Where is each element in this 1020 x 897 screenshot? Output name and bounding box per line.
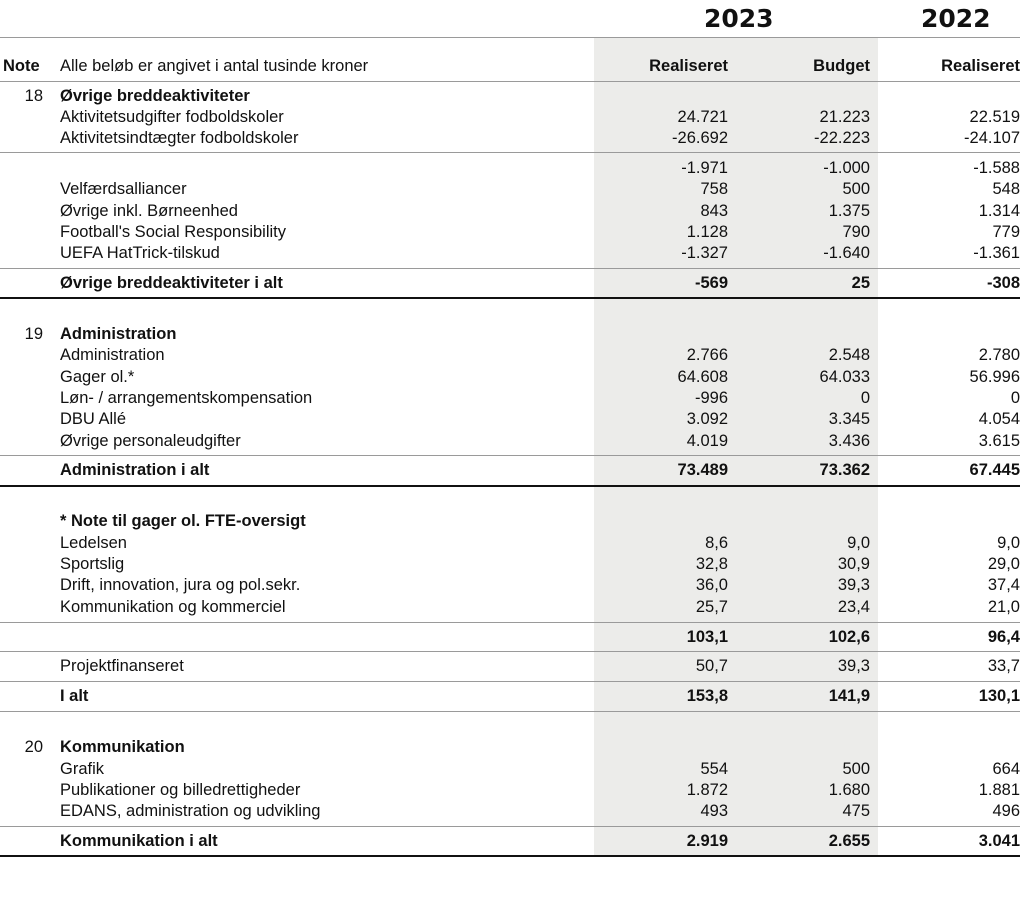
divider (0, 268, 1020, 269)
value-realiseret-2023: 8,6 (705, 534, 728, 552)
value-realiseret-2022: 664 (992, 760, 1020, 778)
value-realiseret-2022: -24.107 (964, 129, 1020, 147)
value-budget-2023: 23,4 (837, 598, 870, 616)
total-row (0, 273, 1020, 294)
total-row (0, 831, 1020, 852)
value-budget-2023: 3.436 (828, 432, 870, 450)
note-number: 20 (24, 738, 43, 756)
note-number: 18 (24, 87, 43, 105)
value-budget-2023: 2.548 (828, 346, 870, 364)
note-number: 19 (24, 325, 43, 343)
value-realiseret-2022: 1.314 (978, 202, 1020, 220)
value-budget-2023: 102,6 (828, 628, 870, 646)
year-2023: 2023 (704, 4, 774, 33)
row-label: Administration (60, 346, 165, 364)
value-budget-2023: 1.375 (828, 202, 870, 220)
value-budget-2023: -1.000 (823, 159, 870, 177)
table-row (0, 409, 1020, 430)
total-label: I alt (60, 687, 89, 705)
value-realiseret-2023: 758 (700, 180, 728, 198)
value-realiseret-2023: 73.489 (677, 461, 728, 479)
divider (0, 81, 1020, 82)
row-label: EDANS, administration og udvikling (60, 802, 321, 820)
value-realiseret-2023: 2.919 (686, 832, 728, 850)
table-row (0, 575, 1020, 596)
value-budget-2023: 500 (842, 760, 870, 778)
total-label: Øvrige breddeaktiviteter i alt (60, 274, 283, 292)
description-header: Alle beløb er angivet i antal tusinde kroner (60, 57, 369, 75)
value-realiseret-2023: 64.608 (677, 368, 728, 386)
value-budget-2023: 1.680 (828, 781, 870, 799)
value-realiseret-2022: 3.041 (978, 832, 1020, 850)
value-realiseret-2023: 25,7 (695, 598, 728, 616)
note-header: Note (3, 57, 40, 75)
value-realiseret-2022: 3.615 (978, 432, 1020, 450)
value-realiseret-2023: -1.327 (681, 244, 728, 262)
section-heading (0, 86, 1020, 107)
row-label: Gager ol.* (60, 368, 135, 386)
total-label: Kommunikation i alt (60, 832, 218, 850)
value-realiseret-2023: -996 (694, 389, 728, 407)
value-realiseret-2022: 33,7 (987, 657, 1020, 675)
table-row (0, 801, 1020, 822)
value-realiseret-2023: 36,0 (695, 576, 728, 594)
col-realiseret-2022-header: Realiseret (941, 57, 1020, 75)
subtotal-row (0, 158, 1020, 179)
value-realiseret-2022: 96,4 (987, 628, 1020, 646)
value-realiseret-2022: 548 (992, 180, 1020, 198)
table-row (0, 597, 1020, 618)
row-label: Publikationer og billedrettigheder (60, 781, 301, 799)
value-realiseret-2022: 29,0 (987, 555, 1020, 573)
value-realiseret-2022: 0 (1010, 389, 1020, 407)
row-label: Football's Social Responsibility (60, 223, 287, 241)
year-header (0, 0, 1020, 38)
row-label: Kommunikation og kommerciel (60, 598, 286, 616)
row-label: Velfærdsalliancer (60, 180, 187, 198)
col-realiseret-2023-header: Realiseret (649, 57, 728, 75)
value-budget-2023: -22.223 (814, 129, 870, 147)
subtotal-row (0, 627, 1020, 648)
value-realiseret-2023: -1.971 (681, 159, 728, 177)
value-realiseret-2022: 9,0 (997, 534, 1020, 552)
value-realiseret-2023: 493 (700, 802, 728, 820)
value-budget-2023: 30,9 (837, 555, 870, 573)
value-realiseret-2022: 2.780 (978, 346, 1020, 364)
section-title: Øvrige breddeaktiviteter (60, 87, 250, 105)
value-budget-2023: 2.655 (828, 832, 870, 850)
table-row (0, 345, 1020, 366)
divider (0, 455, 1020, 456)
table-row (0, 179, 1020, 200)
table-row (0, 780, 1020, 801)
section-end-rule (0, 485, 1020, 487)
divider (0, 651, 1020, 652)
section-title: * Note til gager ol. FTE-oversigt (60, 512, 306, 530)
value-realiseret-2023: -26.692 (672, 129, 728, 147)
table-row (0, 107, 1020, 128)
value-realiseret-2023: 153,8 (686, 687, 728, 705)
value-realiseret-2022: 21,0 (987, 598, 1020, 616)
value-realiseret-2023: 1.872 (686, 781, 728, 799)
value-budget-2023: 64.033 (819, 368, 870, 386)
row-label: Øvrige personaleudgifter (60, 432, 241, 450)
table-row (0, 388, 1020, 409)
divider (0, 622, 1020, 623)
section-title: Administration (60, 325, 177, 343)
value-realiseret-2022: 67.445 (969, 461, 1020, 479)
value-budget-2023: 39,3 (837, 657, 870, 675)
value-realiseret-2023: 103,1 (686, 628, 728, 646)
table-row (0, 656, 1020, 677)
value-realiseret-2022: 37,4 (987, 576, 1020, 594)
section-heading (0, 511, 1020, 532)
row-label: Grafik (60, 760, 105, 778)
total-label: Administration i alt (60, 461, 210, 479)
value-realiseret-2023: 32,8 (695, 555, 728, 573)
table-row (0, 431, 1020, 452)
value-realiseret-2023: 843 (700, 202, 728, 220)
divider (0, 37, 1020, 38)
section-title: Kommunikation (60, 738, 185, 756)
section-end-rule (0, 855, 1020, 857)
value-budget-2023: -1.640 (823, 244, 870, 262)
value-budget-2023: 475 (842, 802, 870, 820)
value-realiseret-2023: 2.766 (686, 346, 728, 364)
row-label: Drift, innovation, jura og pol.sekr. (60, 576, 301, 594)
divider (0, 711, 1020, 712)
value-realiseret-2023: 1.128 (686, 223, 728, 241)
row-label: Løn- / arrangementskompensation (60, 389, 313, 407)
row-label: Ledelsen (60, 534, 127, 552)
value-realiseret-2022: 4.054 (978, 410, 1020, 428)
value-realiseret-2022: -308 (986, 274, 1020, 292)
section-heading (0, 324, 1020, 345)
total-row (0, 460, 1020, 481)
value-realiseret-2023: 24.721 (677, 108, 728, 126)
table-row (0, 533, 1020, 554)
value-budget-2023: 21.223 (819, 108, 870, 126)
value-budget-2023: 39,3 (837, 576, 870, 594)
table-row (0, 243, 1020, 264)
table-row (0, 222, 1020, 243)
value-budget-2023: 3.345 (828, 410, 870, 428)
value-realiseret-2022: 1.881 (978, 781, 1020, 799)
value-realiseret-2023: 4.019 (686, 432, 728, 450)
column-header-row (0, 56, 1020, 77)
divider (0, 681, 1020, 682)
value-realiseret-2023: -569 (694, 274, 728, 292)
value-realiseret-2023: 50,7 (695, 657, 728, 675)
value-realiseret-2022: 779 (992, 223, 1020, 241)
row-label: Aktivitetsudgifter fodboldskoler (60, 108, 284, 126)
table-row (0, 201, 1020, 222)
value-budget-2023: 9,0 (847, 534, 870, 552)
value-realiseret-2023: 3.092 (686, 410, 728, 428)
value-realiseret-2022: -1.588 (973, 159, 1020, 177)
col-budget-2023-header: Budget (813, 57, 870, 75)
value-budget-2023: 500 (842, 180, 870, 198)
row-label: Aktivitetsindtægter fodboldskoler (60, 129, 299, 147)
table-row (0, 128, 1020, 149)
table-row (0, 554, 1020, 575)
value-realiseret-2022: 56.996 (969, 368, 1020, 386)
section-heading (0, 737, 1020, 758)
row-label: Sportslig (60, 555, 125, 573)
divider (0, 152, 1020, 153)
value-realiseret-2022: 22.519 (969, 108, 1020, 126)
total-row (0, 686, 1020, 707)
value-budget-2023: 25 (851, 274, 870, 292)
year-2022: 2022 (921, 4, 991, 33)
row-label: DBU Allé (60, 410, 127, 428)
row-label: Projektfinanseret (60, 657, 184, 675)
row-label: UEFA HatTrick-tilskud (60, 244, 220, 262)
value-budget-2023: 0 (860, 389, 870, 407)
value-budget-2023: 73.362 (819, 461, 870, 479)
table-row (0, 759, 1020, 780)
value-budget-2023: 141,9 (828, 687, 870, 705)
value-realiseret-2022: 496 (992, 802, 1020, 820)
value-realiseret-2022: 130,1 (978, 687, 1020, 705)
row-label: Øvrige inkl. Børneenhed (60, 202, 238, 220)
section-end-rule (0, 297, 1020, 299)
value-budget-2023: 790 (842, 223, 870, 241)
table-row (0, 367, 1020, 388)
value-realiseret-2022: -1.361 (973, 244, 1020, 262)
divider (0, 826, 1020, 827)
value-realiseret-2023: 554 (700, 760, 728, 778)
